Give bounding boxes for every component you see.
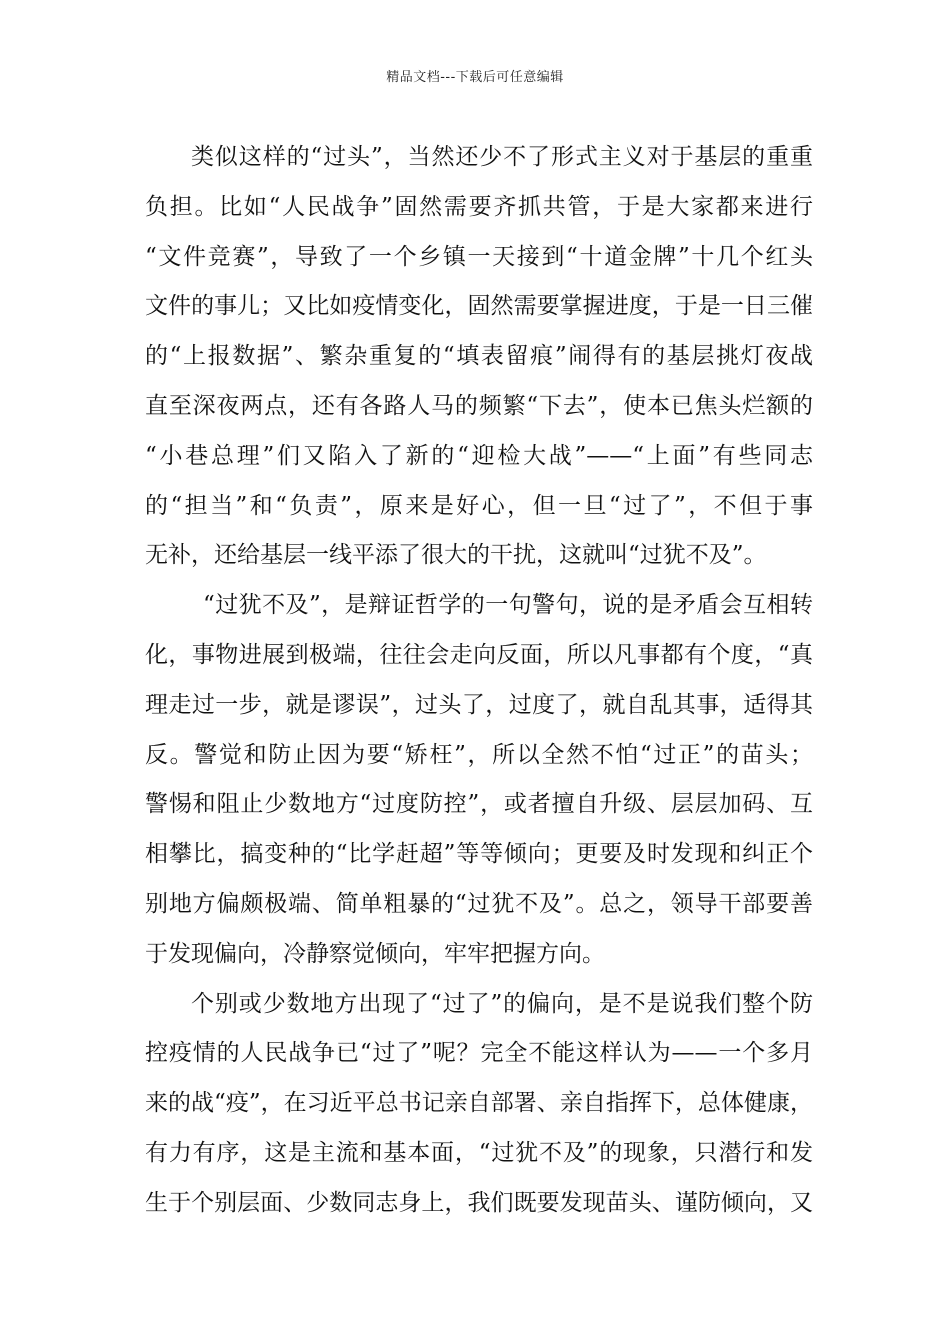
text-line: 的“担当”和“负责”，原来是好心，但一旦“过了”，不但于事 xyxy=(145,492,813,519)
text-line: 警惕和阻止少数地方“过度防控”，或者擅自升级、层层加码、互 xyxy=(145,791,813,818)
text-line: 生于个别层面、少数同志身上，我们既要发现苗头、谨防倾向，又 xyxy=(145,1189,813,1216)
text-line: “文件竞赛”，导致了一个乡镇一天接到“十道金牌”十几个红头 xyxy=(145,243,813,270)
text-line: 直至深夜两点，还有各路人马的频繁“下去”，使本已焦头烂额的 xyxy=(145,392,813,419)
text-line: 无补，还给基层一线平添了很大的干扰，这就叫“过犹不及”。 xyxy=(145,542,767,569)
paragraph-1 xyxy=(145,133,813,581)
paragraph-2 xyxy=(145,581,813,979)
text-line: 个别或少数地方出现了“过了”的偏向，是不是说我们整个防 xyxy=(191,990,813,1017)
text-line: 负担。比如“人民战争”固然需要齐抓共管，于是大家都来进行 xyxy=(145,193,813,220)
text-line: “小巷总理”们又陷入了新的“迎检大战”——“上面”有些同志 xyxy=(145,442,813,469)
text-line: 有力有序，这是主流和基本面，“过犹不及”的现象，只潜行和发 xyxy=(145,1139,813,1166)
paragraph-3 xyxy=(145,980,813,1229)
text-line: 文件的事儿；又比如疫情变化，固然需要掌握进度，于是一日三催 xyxy=(145,293,813,320)
text-line: 别地方偏颇极端、简单粗暴的“过犹不及”。总之，领导干部要善 xyxy=(145,890,813,917)
text-line: “过犹不及”，是辩证哲学的一句警句，说的是矛盾会互相转 xyxy=(203,592,813,619)
page-header: 精品文档---下载后可任意编辑 xyxy=(386,70,564,85)
text-line: 来的战“疫”，在习近平总书记亲自部署、亲自指挥下，总体健康， xyxy=(145,1090,813,1117)
text-line: 相攀比，搞变种的“比学赶超”等等倾向；更要及时发现和纠正个 xyxy=(145,841,813,868)
text-line: 类似这样的“过头”，当然还少不了形式主义对于基层的重重 xyxy=(191,144,813,170)
text-line: 于发现偏向，冷静察觉倾向，牢牢把握方向。 xyxy=(145,940,605,967)
text-line: 化，事物进展到极端，往往会走向反面，所以凡事都有个度，“真 xyxy=(145,641,813,668)
document-body xyxy=(145,133,813,1229)
text-line: 控疫情的人民战争已“过了”呢？完全不能这样认为——一个多月 xyxy=(145,1040,813,1067)
text-line: 理走过一步，就是谬误”，过头了，过度了，就自乱其事，适得其 xyxy=(145,691,813,718)
text-line: 的“上报数据”、繁杂重复的“填表留痕”闹得有的基层挑灯夜战 xyxy=(145,343,813,370)
text-line: 反。警觉和防止因为要“矫枉”，所以全然不怕“过正”的苗头； xyxy=(145,741,813,768)
